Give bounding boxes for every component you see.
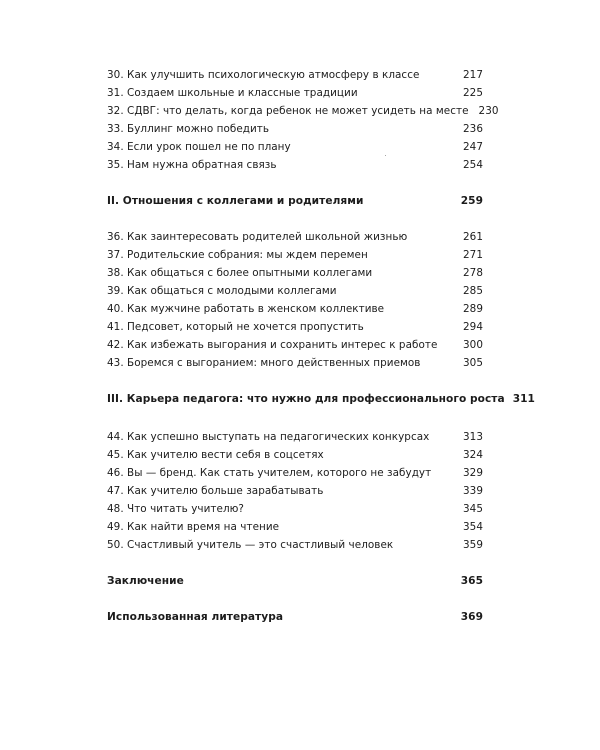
references-title: Использованная литература (107, 611, 284, 623)
toc-references (107, 608, 483, 626)
conclusion-title: Заключение (107, 575, 184, 587)
toc-entry (107, 120, 483, 138)
toc-entry (107, 500, 483, 518)
toc-entry-page: 339 (463, 485, 483, 497)
spacer (107, 590, 483, 608)
toc-conclusion (107, 572, 483, 590)
toc-entry (107, 228, 483, 246)
section-title: III. Карьера педагога: что нужно для профессионального роста (107, 393, 505, 405)
toc-entry-page: 354 (463, 521, 483, 533)
toc-entry-title: 35. Нам нужна обратная связь (107, 159, 277, 171)
toc-entry-title: 49. Как найти время на чтение (107, 521, 280, 533)
toc-entry-page: 225 (463, 87, 483, 99)
toc-entry (107, 282, 483, 300)
toc-entry (107, 518, 483, 536)
toc-entry (107, 446, 483, 464)
toc-entry-title: 50. Счастливый учитель — это счастливый человек (107, 539, 394, 551)
toc-entry-page: 271 (463, 249, 483, 261)
toc-entry-page: 289 (463, 303, 483, 315)
toc-entry-page: 313 (463, 431, 483, 443)
conclusion-page: 365 (460, 575, 483, 587)
toc-entry (107, 354, 483, 372)
toc-entry-title: 39. Как общаться с молодыми коллегами (107, 285, 337, 297)
toc-entry-title: 37. Родительские собрания: мы ждем перемен (107, 249, 368, 261)
section-page: 311 (512, 393, 535, 405)
toc-entry-page: 329 (463, 467, 483, 479)
toc-entry-page: 278 (463, 267, 483, 279)
toc-entry-title: 40. Как мужчине работать в женском коллективе (107, 303, 385, 315)
toc-group-3 (107, 428, 483, 554)
toc-group-2 (107, 228, 483, 372)
toc-entry-title: 31. Создаем школьные и классные традиции (107, 87, 358, 99)
toc-entry-page: 294 (463, 321, 483, 333)
toc-entry-page: 254 (463, 159, 483, 171)
toc-entry-page: 236 (463, 123, 483, 135)
toc-section-heading (107, 390, 535, 408)
toc-entry-title: 38. Как общаться с более опытными коллегами (107, 267, 373, 279)
toc-entry (107, 300, 483, 318)
toc-entry-title: 34. Если урок пошел не по плану (107, 141, 291, 153)
toc-entry (107, 138, 483, 156)
toc-entry-page: 217 (463, 69, 483, 81)
section-title: II. Отношения с коллегами и родителями (107, 195, 364, 207)
toc-entry-title: 48. Что читать учителю? (107, 503, 244, 515)
toc-entry (107, 428, 483, 446)
toc-entry (107, 482, 483, 500)
spacer (107, 174, 483, 192)
toc-entry (107, 102, 499, 120)
toc-entry-title: 44. Как успешно выступать на педагогических конкурсах (107, 431, 430, 443)
toc-entry-title: 32. СДВГ: что делать, когда ребенок не может усидеть на месте (107, 105, 469, 117)
toc-entry-page: 230 (478, 105, 499, 117)
toc-entry (107, 66, 483, 84)
toc-entry (107, 246, 483, 264)
toc-entry-page: 359 (463, 539, 483, 551)
toc-section-heading (107, 192, 483, 210)
toc-entry-title: 41. Педсовет, который не хочется пропустить (107, 321, 364, 333)
toc-entry-page: 247 (463, 141, 483, 153)
toc-entry (107, 318, 483, 336)
toc-entry-page: 324 (463, 449, 483, 461)
spacer (107, 408, 483, 428)
toc-entry-page: 261 (463, 231, 483, 243)
toc-entry-title: 33. Буллинг можно победить (107, 123, 270, 135)
toc-group-1 (107, 66, 499, 174)
spacer (107, 554, 483, 572)
toc-entry (107, 336, 483, 354)
toc-entry-title: 46. Вы — бренд. Как стать учителем, которого не забудут (107, 467, 432, 479)
toc-entry-title: 42. Как избежать выгорания и сохранить интерес к работе (107, 339, 438, 351)
toc-entry-page: 300 (463, 339, 483, 351)
toc-entry-title: 45. Как учителю вести себя в соцсетях (107, 449, 324, 461)
toc-entry (107, 84, 483, 102)
spacer (107, 372, 483, 390)
toc-entry-page: 305 (463, 357, 483, 369)
toc-entry-page: 285 (463, 285, 483, 297)
spacer (107, 210, 483, 228)
references-page: 369 (460, 611, 483, 623)
section-page: 259 (460, 195, 483, 207)
toc-entry (107, 264, 483, 282)
toc-entry-title: 47. Как учителю больше зарабатывать (107, 485, 324, 497)
toc-entry (107, 464, 483, 482)
toc-entry-page: 345 (463, 503, 483, 515)
toc-entry (107, 156, 483, 174)
toc-entry (107, 536, 483, 554)
toc-entry-title: 30. Как улучшить психологическую атмосферу в классе (107, 69, 420, 81)
toc-entry-title: 43. Боремся с выгоранием: много действенных приемов (107, 357, 421, 369)
table-of-contents (107, 66, 535, 626)
toc-entry-title: 36. Как заинтересовать родителей школьной жизнью (107, 231, 408, 243)
